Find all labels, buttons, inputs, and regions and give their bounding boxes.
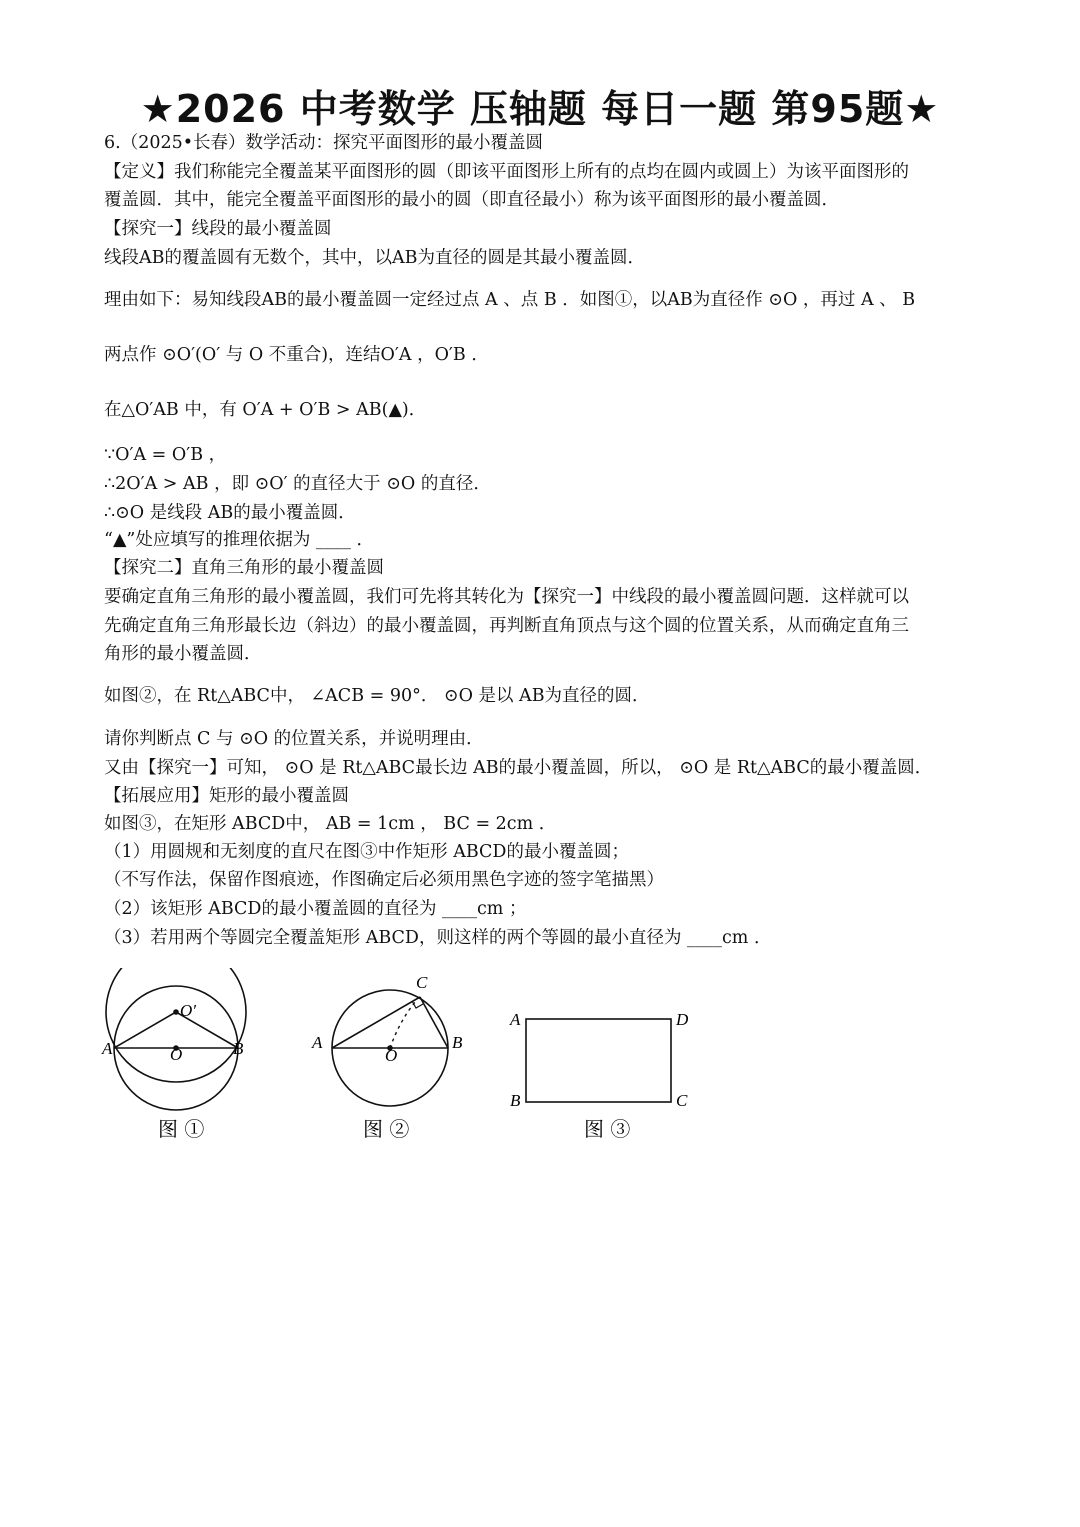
definition-line-1: 【定义】我们称能完全覆盖某平面图形的圆（即该平面图形上所有的点均在圆内或圆上）为该平面图形的	[104, 162, 909, 182]
figure-1	[101, 968, 246, 1141]
figure-3	[509, 1010, 689, 1141]
fig1-caption: 图 ①	[158, 1117, 205, 1141]
fig3-label-C: C	[676, 1091, 688, 1110]
explore-2-line-4: 如图②，在 Rt△ABC中， ∠ACB = 90°． ⊙O 是以 AB为直径的圆．	[104, 686, 650, 706]
explore-2-line-1: 要确定直角三角形的最小覆盖圆，我们可先将其转化为【探究一】中线段的最小覆盖圆问题．这样就可以	[104, 587, 909, 607]
explore-1-line-1: 线段AB的覆盖圆有无数个，其中，以AB为直径的圆是其最小覆盖圆．	[104, 248, 645, 268]
section-explore-2: 【探究二】直角三角形的最小覆盖圆	[104, 558, 384, 578]
fig3-caption: 图 ③	[584, 1117, 631, 1141]
explore-1-line-7: ∴⊙O 是线段 AB的最小覆盖圆．	[104, 503, 356, 523]
explore-2-line-3: 角形的最小覆盖圆．	[104, 644, 262, 664]
fig2-label-O: O	[385, 1046, 398, 1065]
definition-line-2: 覆盖圆．其中，能完全覆盖平面图形的最小的圆（即直径最小）称为该平面图形的最小覆盖圆．	[104, 190, 839, 210]
section-application: 【拓展应用】矩形的最小覆盖圆	[104, 786, 349, 806]
fig2-label-A: A	[312, 1033, 323, 1052]
explore-1-line-4: 在△O′AB 中，有 O′A + O′B > AB(▲)．	[104, 400, 427, 420]
explore-1-line-2: 理由如下：易知线段AB的最小覆盖圆一定经过点 A 、点 B ．如图①，以AB为直径作 ⊙O ，再过 A 、 B	[104, 290, 916, 310]
application-q3: （3）若用两个等圆完全覆盖矩形 ABCD，则这样的两个等圆的最小直径为 ____cm ．	[104, 928, 772, 948]
application-line-1: 如图③，在矩形 ABCD中， AB = 1cm ， BC = 2cm ．	[104, 814, 557, 834]
explore-2-line-5: 又由【探究一】可知， ⊙O 是 Rt△ABC最长边 AB的最小覆盖圆，所以， ⊙O 是 Rt△ABC的最小覆盖圆．	[104, 758, 933, 778]
fig3-label-B: B	[510, 1091, 521, 1110]
explore-2-question: 请你判断点 C 与 ⊙O 的位置关系，并说明理由．	[104, 729, 484, 749]
section-explore-1: 【探究一】线段的最小覆盖圆	[104, 219, 332, 239]
explore-1-line-3: 两点作 ⊙O′(O′ 与 O 不重合)，连结O′A ，O′B ．	[104, 345, 489, 365]
fig2-caption: 图 ②	[363, 1117, 410, 1141]
fig2-label-C: C	[416, 973, 428, 992]
fig1-label-O: O	[170, 1045, 183, 1064]
application-q2: （2）该矩形 ABCD的最小覆盖圆的直径为 ____cm ；	[104, 899, 527, 919]
figures-row	[96, 968, 716, 1153]
fig1-label-A: A	[102, 1039, 113, 1058]
application-q1: （1）用圆规和无刻度的直尺在图③中作矩形 ABCD的最小覆盖圆；	[104, 842, 629, 862]
explore-1-question: “▲”处应填写的推理依据为 ____ ．	[104, 530, 374, 550]
fig2-label-B: B	[452, 1033, 463, 1052]
fig3-label-A: A	[510, 1010, 521, 1029]
explore-2-line-2: 先确定直角三角形最长边（斜边）的最小覆盖圆，再判断直角顶点与这个圆的位置关系，从而确定直角三	[104, 616, 909, 636]
fig1-label-B: B	[233, 1039, 244, 1058]
application-note: （不写作法，保留作图痕迹，作图确定后必须用黑色字迹的签字笔描黑）	[104, 870, 664, 890]
problem-intro: 6.（2025•长春）数学活动：探究平面图形的最小覆盖圆	[104, 133, 544, 153]
page-title: ★2026 中考数学 压轴题 每日一题 第95题★	[140, 87, 940, 131]
explore-1-line-6: ∴2O′A > AB ，即 ⊙O′ 的直径大于 ⊙O 的直径．	[104, 474, 491, 494]
fig3-label-D: D	[676, 1010, 689, 1029]
figure-2	[311, 973, 463, 1141]
fig1-label-O-prime: O′	[180, 1001, 196, 1020]
explore-1-line-5: ∵O′A = O′B ，	[104, 445, 227, 465]
